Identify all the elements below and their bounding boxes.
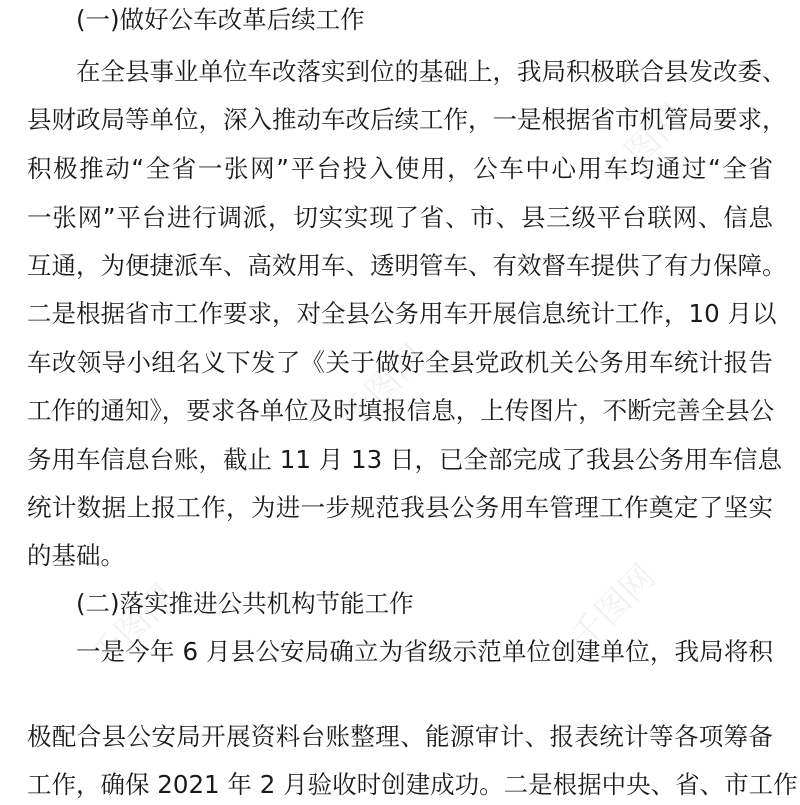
paragraph-line: 的基础。 — [27, 541, 125, 570]
paragraph-line: 极配合县公安局开展资料台账整理、能源审计、报表统计等各项筹备 — [27, 722, 773, 751]
paragraph-line: 工作的通知》，要求各单位及时填报信息，上传图片，不断完善全县公 — [27, 396, 775, 425]
watermark: 千图网 — [333, 336, 434, 438]
paragraph-line: 二是根据省市工作要求，对全县公务用车开展信息统计工作，10 月以 — [27, 299, 777, 328]
paragraph-line: 互通，为便捷派车、高效用车、透明管车、有效督车提供了有力保障。 — [27, 251, 787, 280]
paragraph-line: 一是今年 6 月县公安局确立为省级示范单位创建单位，我局将积 — [76, 637, 773, 666]
paragraph-line: 车改领导小组名义下发了《关于做好全县党政机关公务用车统计报告 — [27, 348, 773, 377]
watermark: 千图网 — [83, 576, 184, 678]
paragraph-line: 积极推动“全省一张网”平台投入使用，公车中心用车均通过“全省 — [27, 154, 773, 183]
paragraph-line: 工作，确保 2021 年 2 月验收时创建成功。二是根据中央、省、市工作 — [27, 770, 798, 799]
section-2-heading: (二)落实推进公共机构节能工作 — [76, 589, 414, 618]
paragraph-line: 县财政局等单位，深入推动车改后续工作，一是根据省市机管局要求， — [27, 105, 787, 134]
watermark: 千图网 — [563, 556, 664, 658]
watermark: 千图网 — [593, 96, 694, 198]
paragraph-line: 统计数据上报工作，为进一步规范我县公务用车管理工作奠定了坚实 — [27, 493, 773, 522]
section-1-heading: (一)做好公车改革后续工作 — [76, 5, 365, 34]
paragraph-line: 在全县事业单位车改落实到位的基础上，我局积极联合县发改委、 — [76, 57, 787, 86]
paragraph-line: 务用车信息台账，截止 11 月 13 日，已全部完成了我县公务用车信息 — [27, 445, 782, 474]
paragraph-line: 一张网”平台进行调派，切实实现了省、市、县三级平台联网、信息 — [27, 203, 773, 232]
